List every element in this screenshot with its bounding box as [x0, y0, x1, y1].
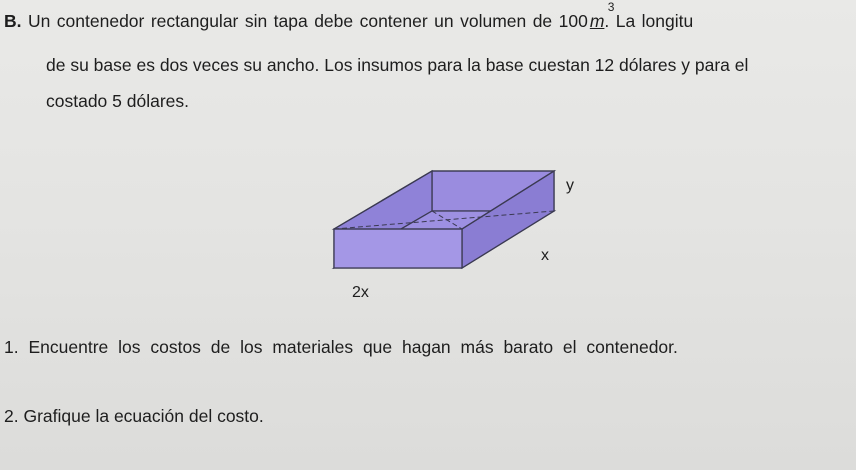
unit-symbol: m: [589, 11, 605, 31]
question-1-text: Encuentre los costos de los materiales que hagan más barato el contenedor.: [28, 337, 678, 357]
box-front-wall: [334, 229, 462, 268]
problem-statement-line-3: costado 5 dólares.: [46, 91, 190, 111]
dimension-label-y: y: [566, 177, 574, 194]
dimension-label-2x: 2x: [352, 284, 369, 301]
question-2-number: 2.: [4, 406, 19, 426]
question-1-number: 1.: [4, 337, 19, 357]
dimension-label-x: x: [541, 247, 549, 264]
problem-text-part-2: . La longitu: [604, 11, 694, 31]
question-2: [4, 405, 264, 427]
question-2-text: Grafique la ecuación del costo.: [23, 406, 264, 426]
question-1: [4, 336, 678, 358]
unit-exponent: 3: [607, 0, 615, 14]
problem-label: B.: [4, 11, 22, 31]
problem-statement-line-2: de su base es dos veces su ancho. Los insumos para la base cuestan 12 dólares y para el: [46, 55, 749, 75]
problem-text-part-1: Un contenedor rectangular sin tapa debe contener un volumen de 100: [27, 11, 588, 31]
